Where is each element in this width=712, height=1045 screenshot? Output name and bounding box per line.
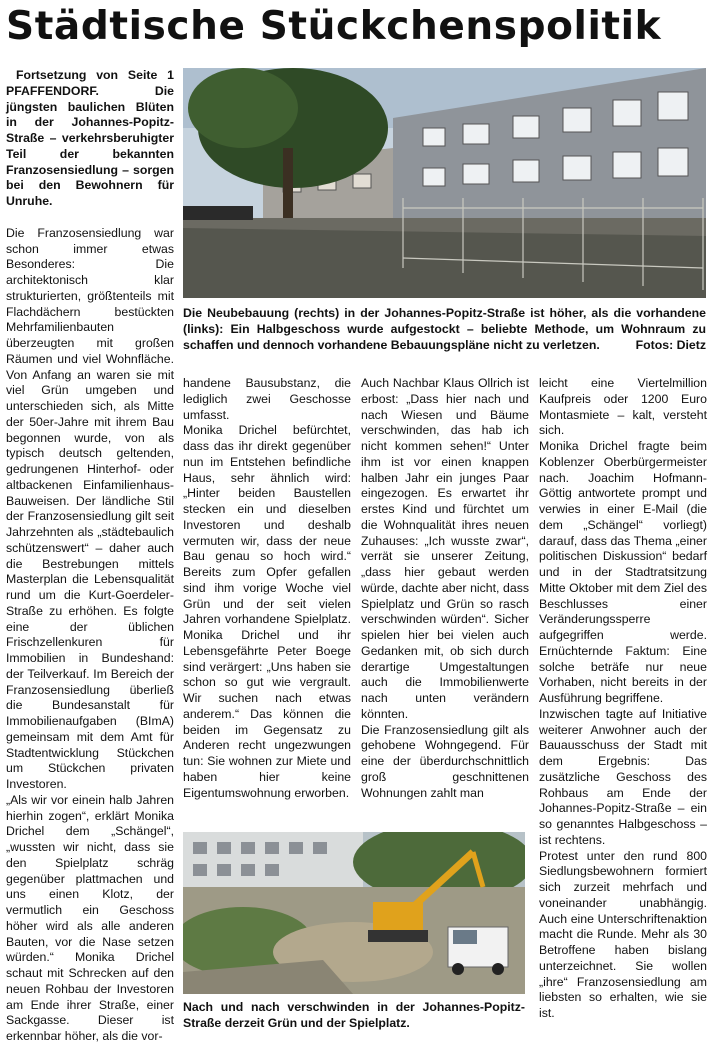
body-paragraph: Monika Drichel fragte beim Koblenzer Oberbürgermeister nach. Joachim Hofmann-Göttig antwortete prompt und verwies in einer E-Mail (die dem „Schängel“ vorliegt) darauf, dass das Thema „einer politischen Diskussion“ bedarf und in der Stadtratsitzung Mitte Oktober mit dem Ziel des Beschlusses einer Veränderungssperre aufgegriffen werde. Ernüchternde Faktum: Eine solche beträfe nur neue Vorhaben, nicht bereits in der Ausführung begriffene.	[539, 439, 707, 705]
caption-text: Die Neubebauung (rechts) in der Johannes-Popitz-Straße ist höher, als die vorhandene (links): Ein Halbgeschoss wurde aufgestockt – beliebte Methode, um Wohnraum zu schaffen und dennoch vorhandene Bebauungspläne nicht zu verletzen.	[183, 306, 706, 352]
photo-credit: Fotos: Dietz	[635, 337, 706, 352]
body-paragraph: Die Franzosensiedlung gilt als gehobene Wohngegend. Für eine der überdurchschnittlich groß geschnittenen Wohnungen zahlt man	[361, 722, 529, 800]
body-paragraph: Die Franzosensiedlung war schon immer etwas Besonderes: Die architektonisch klar strukturierten, größtenteils mit Flachdächern bestückten Mehrfamilienbauten überzeugten mit großen Räumen und viel Wohnfläche. Von Anfang an waren sie mit viel Grün umgeben und unterschieden sich, als Mitte der 50er-Jahre mit ihrem Bau begonnen wurde, von als typisch deutsch geltenden, gedrungenen Hinterhof- oder altbackenen Einfamilienhaus-Bauweisen. Der ländliche Stil der Franzosensiedlung gilt seit Jahrzehnten als „städtebaulich schützenswert“ – daher auch die Bestrebungen mittels Masterplan die Lebensqualität rund um die Kurt-Goerdeler-Straße zu erhöhen. Es folgte eine der üblichen Frischzellenkuren für Immobilien in Bundeshand: der Teilverkauf. Im Bereich der Franzosensiedlung überließ die Bundesanstalt für Immobilienaufgaben (BImA) gemeinsam mit dem Amt für Stadtentwicklung Stückchen um Stückchen privaten Investoren.	[6, 225, 174, 791]
photo-new-building	[183, 68, 706, 298]
lead-paragraph: Fortsetzung von Seite 1 PFAFFENDORF. Die jüngsten baulichen Blüten in der Johannes-Popitz-Straße – verkehrsberuhigter Teil der bekannten Franzosensiedlung – sorgen bei den Bewohnern für Unruhe.	[6, 68, 174, 208]
column-1	[6, 68, 174, 1045]
headline: Städtische Stückchenspolitik	[6, 4, 662, 49]
body-paragraph: Auch Nachbar Klaus Ollrich ist erbost: „Dass hier nach und nach Wiesen und Bäume verschwinden, das hab ich nicht kommen sehen!“ Unter ihm ist vor einen knappen halben Jahr ein junges Paar eingezogen. Es erwartet ihr erstes Kind und fürchtet um die Wohnqualität ihres neuen Zuhauses: „Ich wusste zwar“, verrät sie unserer Zeitung, „dass hier gebaut werden würde, dachte aber nicht, dass Spielplatz und Grün so rasch verschwinden würden“. Sicher spielen hier bei vielen auch Gedanken mit, ob sich durch derartige Umgestaltungen auch die Immobilienwerte nach unten verändern könnten.	[361, 376, 529, 721]
column-3	[361, 376, 529, 801]
body-paragraph: leicht eine Viertelmillion Kaufpreis oder 1200 Euro Montasmiete – kalt, versteht sich.	[539, 376, 707, 438]
body-paragraph: Protest unter den rund 800 Siedlungsbewohnern formiert sich zurzeit mehrfach und voneinander unabhängig. Auch eine Unterschriftenaktion macht die Runde. Mehr als 30 Betroffene haben bislang unterzeichnet. Sie wollen „ihre“ Franzosensiedlung am liebsten so erhalten, wie sie ist.	[539, 848, 707, 1020]
body-paragraph: „Als wir vor einein halb Jahren hierhin zogen“, erklärt Monika Drichel dem „Schängel“, „wussten wir nicht, dass sie den Spielplatz schräg gegenüber plattmachen und uns einen Klotz, der vermutlich ein Geschoss höher wird als alle anderen Bauten, vor die Nase setzen würden.“ Monika Drichel schaut mit Schrecken auf den neuen Rohbau der Investoren am Ende ihrer Straße, einer Sackgasse. Dieser ist erkennbar höher, als die vor-	[6, 792, 174, 1043]
column-2	[183, 376, 351, 801]
body-paragraph: Inzwischen tagte auf Initiative weiterer Anwohner auch der Bauausschuss der Stadt mit dem Ergebnis: Das zusätzliche Geschoss des Rohbaus am Ende der Johannes-Popitz-Straße – ein so genanntes Halbgeschoss – ist rechtens.	[539, 706, 707, 847]
photo-construction-site	[183, 832, 525, 994]
column-4	[539, 376, 707, 1022]
body-paragraph: Monika Drichel befürchtet, dass das ihr direkt gegenüber nun im Entstehen befindliche Haus, sehr ähnlich wird: „Hinter beiden Baustellen stecken ein und dieselben Investoren und deshalb vermuten wir, dass der neue Bau genau so hoch wird.“ Bereits zum Opfer gefallen sind ihm vorige Woche viel Grün und der seit vielen Jahren vorhandene Spielplatz. Monika Drichel und ihr Lebensgefährte Peter Boege sind verärgert: „Uns haben sie schon so gut wie vergrault. Wir suchen nach etwas anderem.“ Das können die beiden im Gegensatz zu Anderen recht ungezwungen tun: Sie wohnen zur Miete und haben hier keine Eigentumswohnung erworben.	[183, 423, 351, 800]
body-paragraph: handene Bausubstanz, die lediglich zwei Geschosse umfasst.	[183, 376, 351, 422]
photo2-caption: Nach und nach verschwinden in der Johannes-Popitz-Straße derzeit Grün und der Spielplatz.	[183, 1000, 525, 1030]
photo1-caption	[183, 306, 706, 353]
